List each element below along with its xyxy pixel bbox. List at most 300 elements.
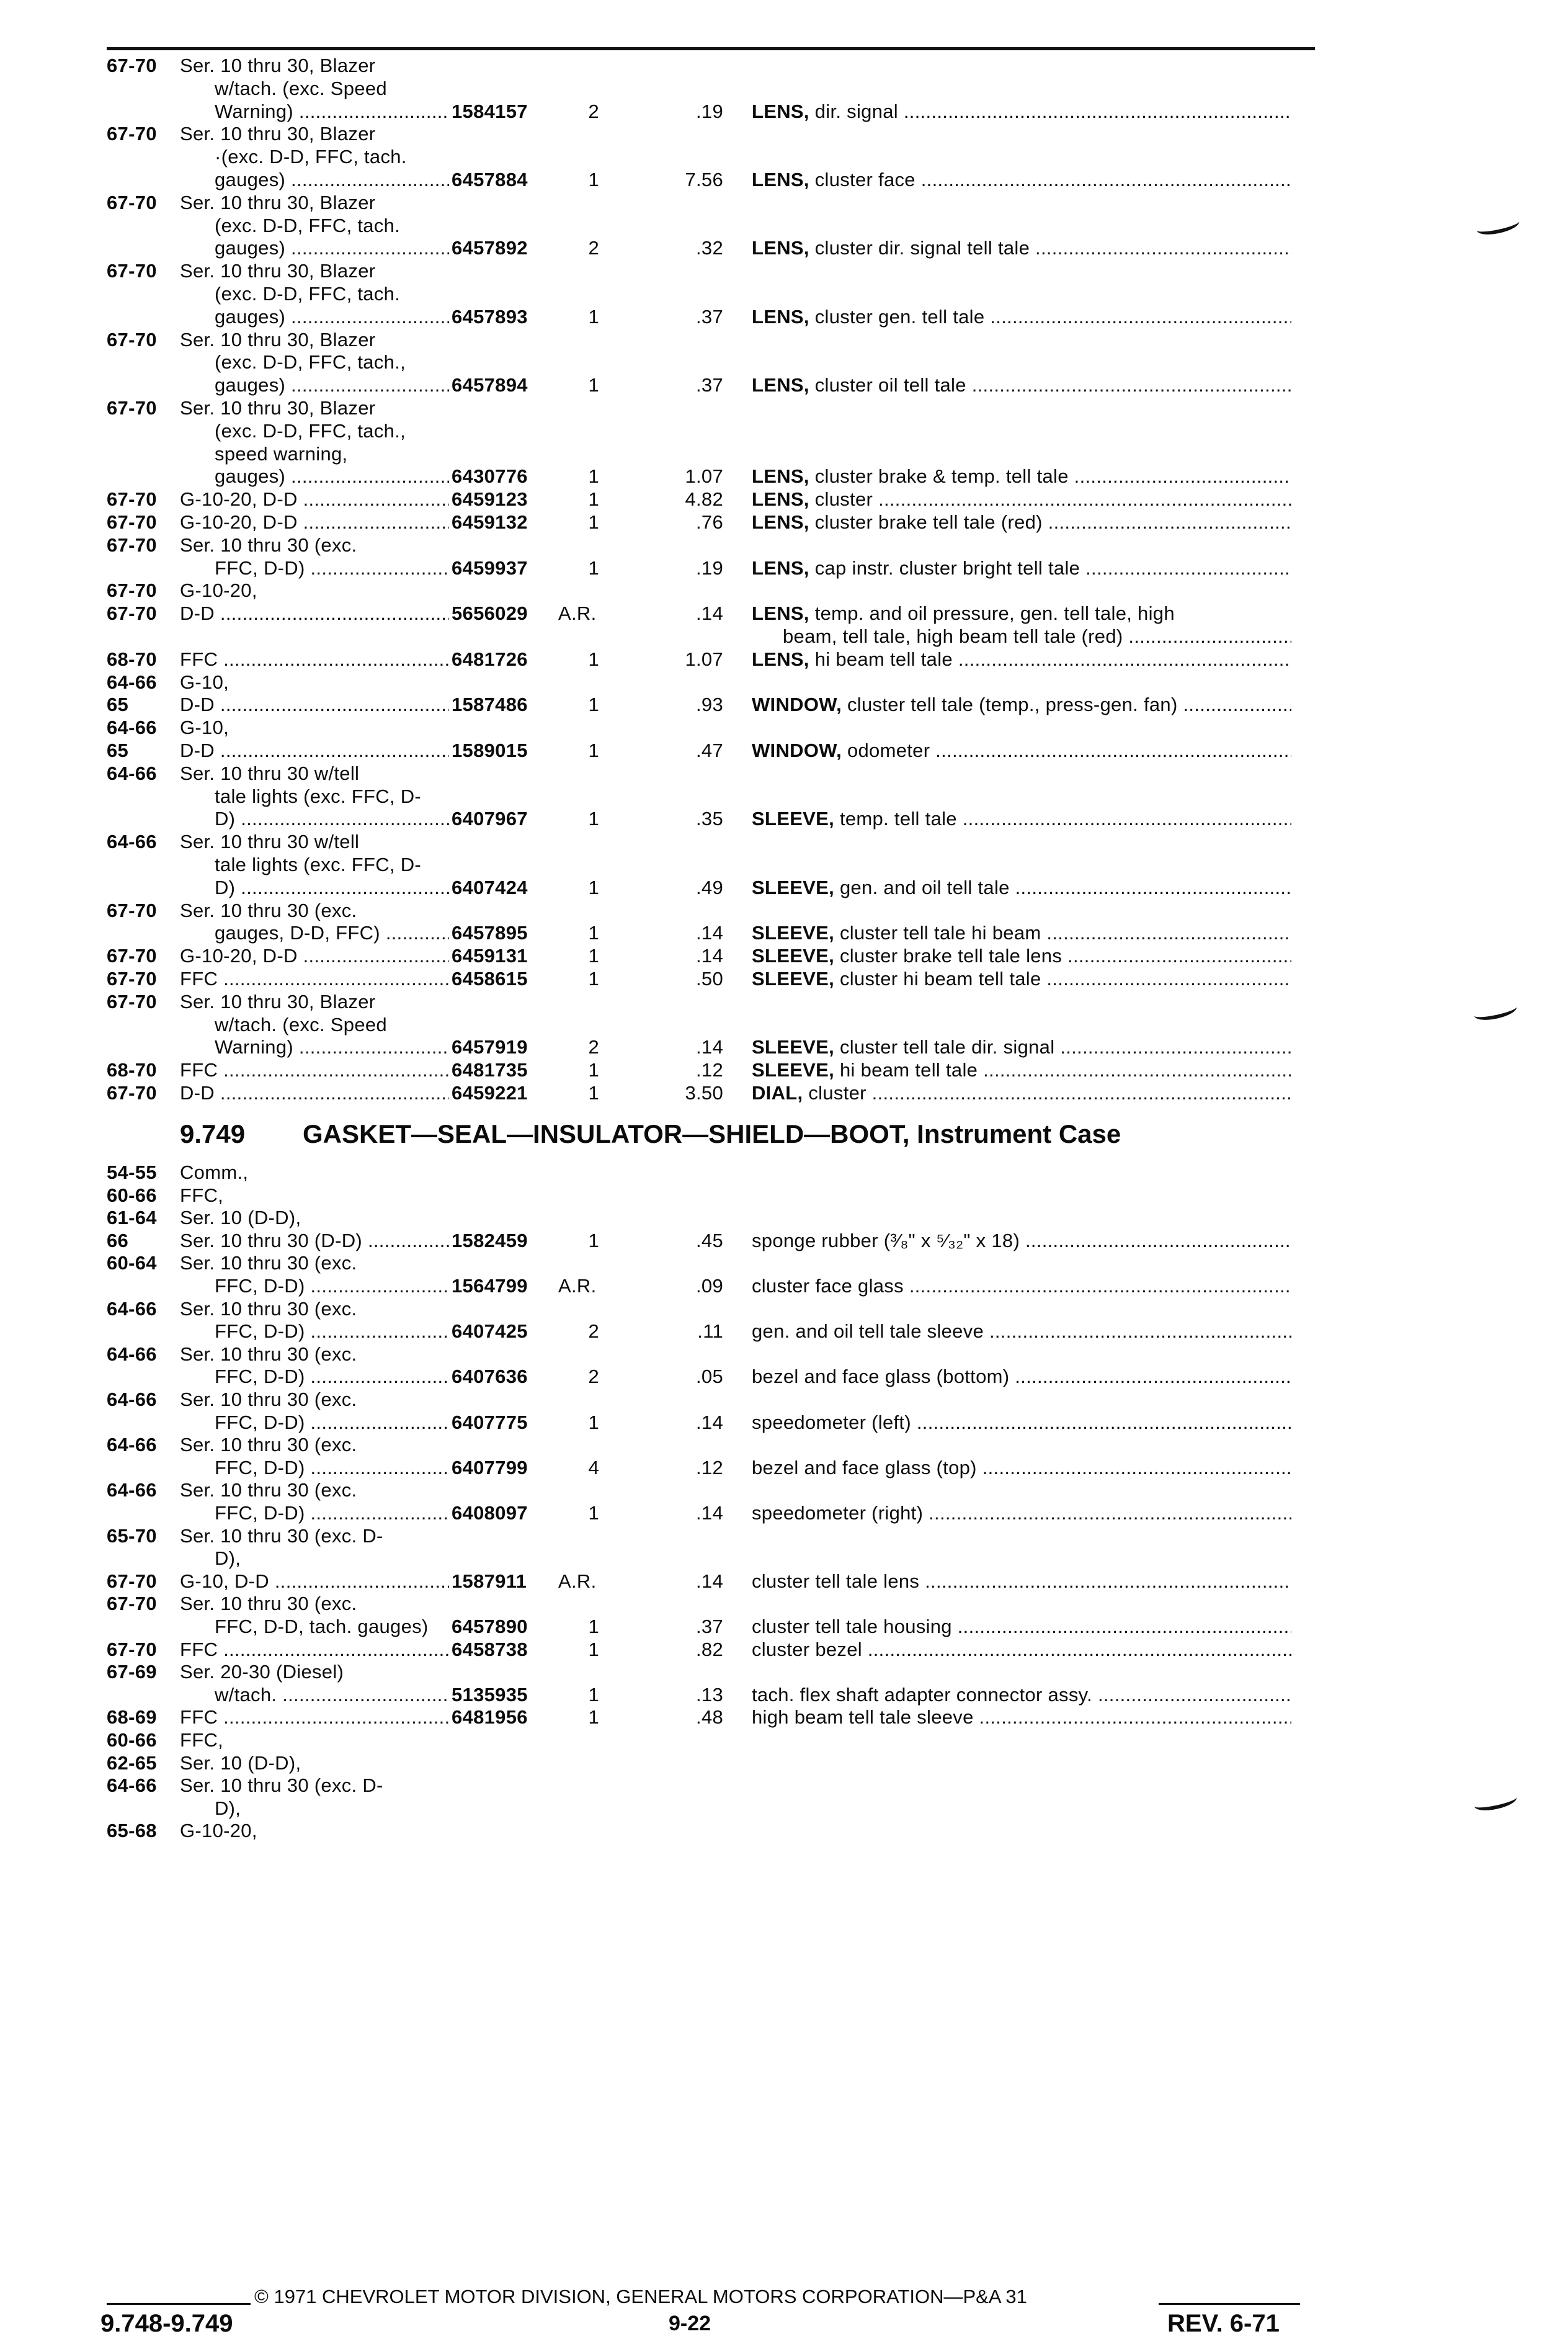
description	[752, 691, 1291, 718]
application: D),	[215, 1547, 241, 1570]
model-year: 67-70	[107, 511, 157, 533]
price: .48	[696, 1706, 723, 1729]
application: Ser. 10 thru 30 (exc.	[180, 534, 357, 556]
application: gauges) .....	[180, 463, 449, 490]
application: FFC,	[180, 1184, 224, 1206]
application: D-D .....	[180, 737, 449, 764]
part-number: 6407967	[452, 808, 528, 830]
description	[752, 303, 1291, 331]
application: tale lights (exc. FFC, D-	[215, 854, 422, 875]
part-number: 6407636	[452, 1366, 528, 1388]
application: G-10-20,	[180, 1820, 257, 1842]
application: G-10,	[180, 717, 229, 739]
part-number: 6459132	[452, 511, 528, 533]
description-text: dir. signal	[814, 100, 898, 122]
part-number: 1582459	[452, 1229, 528, 1251]
application: FFC, D-D) .....	[180, 1272, 449, 1300]
price: 1.07	[685, 465, 723, 488]
quantity: 1	[588, 511, 599, 533]
model-year: 67-69	[107, 1661, 157, 1683]
description-text: gen. and oil tell tale	[839, 876, 1010, 898]
part-number: 6459221	[452, 1082, 528, 1104]
quantity: 1	[588, 488, 599, 511]
application: (exc. D-D, FFC, tach.,	[215, 419, 406, 442]
description-text: cluster dir. signal tell tale	[814, 237, 1030, 259]
description	[752, 1636, 1291, 1663]
price: .37	[696, 374, 723, 396]
quantity: 1	[588, 1683, 599, 1706]
application: G-10-20,	[180, 579, 257, 602]
description-text: hi beam tell tale	[839, 1059, 978, 1081]
application: Comm.,	[180, 1161, 249, 1183]
application: Ser. 10 thru 30 (exc. D-	[180, 1524, 383, 1547]
model-year: 64-66	[107, 717, 157, 739]
description-text: cluster tell tale hi beam	[839, 922, 1041, 944]
model-year: 64-66	[107, 1774, 157, 1797]
price: .76	[696, 511, 723, 533]
description-text: cluster gen. tell tale	[814, 305, 985, 328]
part-number: 6457894	[452, 374, 528, 396]
price: .37	[696, 1616, 723, 1637]
price: .14	[696, 922, 723, 944]
quantity: 1	[588, 305, 599, 328]
application: ·(exc. D-D, FFC, tach.	[215, 146, 407, 168]
price: .14	[696, 1570, 723, 1592]
part-number: 6481956	[452, 1706, 528, 1729]
application: D-D .....	[180, 1080, 449, 1107]
application: gauges) .....	[180, 372, 449, 399]
part-keyword: SLEEVE,	[752, 968, 835, 990]
footer-revision: REV. 6-71	[1167, 2310, 1280, 2337]
quantity: 1	[588, 1638, 599, 1660]
part-number: 6458615	[452, 968, 528, 990]
description-text: cluster face	[814, 169, 915, 190]
description-text: cluster tell tale (temp., press-gen. fan)	[847, 694, 1178, 716]
application: Ser. 10 thru 30 (exc.	[180, 1343, 357, 1365]
application: Ser. 10 thru 30 (D-D) .....	[180, 1227, 449, 1254]
margin-tick-mark	[1472, 1790, 1518, 1814]
section-number: 9.749	[180, 1119, 246, 1148]
quantity: 1	[588, 808, 599, 830]
description	[752, 98, 1291, 125]
description-text: odometer	[847, 740, 930, 761]
application: FFC .....	[180, 1057, 449, 1084]
description-text: gen. and oil tell tale sleeve	[752, 1320, 984, 1343]
price: .12	[696, 1059, 723, 1081]
price: .11	[697, 1320, 723, 1343]
part-keyword: LENS,	[752, 305, 809, 328]
part-number: 1587486	[452, 694, 528, 716]
description	[752, 737, 1291, 764]
application: Ser. 10 thru 30 (exc.	[180, 1297, 357, 1320]
application: Warning) .....	[180, 98, 449, 125]
footer-rule-left	[107, 2303, 251, 2305]
quantity: 2	[588, 100, 599, 122]
price: 7.56	[685, 169, 723, 190]
model-year: 68-69	[107, 1706, 157, 1729]
quantity: 4	[588, 1456, 599, 1478]
application: D-D .....	[180, 691, 449, 718]
part-number: 6459131	[452, 945, 528, 967]
model-year: 64-66	[107, 1479, 157, 1501]
model-year: 64-66	[107, 1434, 157, 1456]
price: 1.07	[685, 648, 723, 670]
part-number: 6459937	[452, 557, 528, 579]
part-keyword: LENS,	[752, 374, 809, 396]
quantity: 1	[588, 1059, 599, 1081]
price: .19	[696, 100, 723, 122]
application: FFC .....	[180, 646, 449, 673]
application: D) .....	[180, 874, 449, 901]
application: (exc. D-D, FFC, tach.	[215, 283, 401, 305]
price: .93	[696, 694, 723, 716]
part-number: 6407799	[452, 1456, 528, 1478]
part-keyword: LENS,	[752, 237, 809, 259]
part-number: 5135935	[452, 1683, 528, 1706]
description-text: cluster tell tale housing	[752, 1616, 952, 1637]
part-keyword: SLEEVE,	[752, 1059, 835, 1081]
footer-section-range: 9.748-9.749	[100, 2310, 233, 2337]
application: Ser. 10 thru 30, Blazer	[180, 990, 376, 1013]
part-number: 6407775	[452, 1411, 528, 1433]
model-year: 62-65	[107, 1751, 157, 1774]
application: Ser. 10 (D-D),	[180, 1207, 301, 1229]
application: Ser. 10 thru 30, Blazer	[180, 123, 376, 145]
quantity: A.R.	[558, 1275, 597, 1297]
quantity: 1	[588, 968, 599, 990]
application: tale lights (exc. FFC, D-	[215, 785, 422, 807]
top-rule	[107, 47, 1315, 50]
description-text: sponge rubber (³⁄₈" x ⁵⁄₃₂" x 18)	[752, 1229, 1020, 1251]
description-text: cluster brake tell tale (red)	[814, 511, 1043, 533]
part-keyword: LENS,	[752, 169, 809, 190]
footer-page-number: 9-22	[669, 2312, 711, 2335]
application: FFC, D-D) .....	[180, 1454, 449, 1482]
application: G-10, D-D .....	[180, 1568, 449, 1595]
application: D),	[215, 1797, 241, 1819]
description	[752, 1568, 1291, 1595]
description-text: temp. tell tale	[839, 808, 957, 830]
application: Ser. 10 thru 30, Blazer	[180, 397, 376, 419]
application: Ser. 10 thru 30 (exc.	[180, 1593, 357, 1615]
application: FFC, D-D) .....	[180, 1318, 449, 1345]
section-title: GASKET—SEAL—INSULATOR—SHIELD—BOOT, Instrument Case	[303, 1119, 1121, 1148]
description-text: cluster	[814, 488, 873, 511]
model-year: 60-66	[107, 1729, 157, 1751]
description-text: cluster brake tell tale lens	[839, 945, 1062, 967]
quantity: A.R.	[558, 602, 597, 625]
application: G-10-20, D-D .....	[180, 509, 449, 536]
model-year: 67-70	[107, 1082, 157, 1104]
application: FFC, D-D) .....	[180, 1409, 449, 1436]
margin-tick-mark	[1475, 214, 1520, 238]
application: Ser. 10 thru 30 w/tell	[180, 831, 360, 853]
description	[752, 555, 1291, 582]
part-keyword: LENS,	[752, 602, 809, 625]
model-year: 64-66	[107, 1389, 157, 1410]
part-number: 6457890	[452, 1616, 528, 1637]
model-year: 67-70	[107, 397, 157, 419]
description	[752, 1227, 1291, 1254]
application: Ser. 20-30 (Diesel)	[180, 1661, 344, 1683]
quantity: 1	[588, 1502, 599, 1524]
description	[752, 1080, 1291, 1107]
application: D) .....	[180, 805, 449, 833]
quantity: 1	[588, 922, 599, 944]
application: gauges) .....	[180, 235, 449, 262]
model-year: 67-70	[107, 488, 157, 511]
application: G-10,	[180, 671, 229, 693]
application: FFC, D-D) .....	[180, 555, 449, 582]
model-year: 67-70	[107, 328, 157, 351]
part-number: 6457892	[452, 237, 528, 259]
part-keyword: LENS,	[752, 488, 809, 511]
application: Ser. 10 thru 30 (exc. D-	[180, 1774, 383, 1797]
model-year: 60-66	[107, 1184, 157, 1206]
application: w/tach. (exc. Speed	[215, 1013, 387, 1035]
description-text: bezel and face glass (top)	[752, 1456, 977, 1478]
description-text: cluster tell tale dir. signal	[839, 1036, 1055, 1058]
description-text: bezel and face glass (bottom)	[752, 1366, 1010, 1388]
quantity: 1	[588, 374, 599, 396]
price: .49	[696, 876, 723, 898]
application: FFC .....	[180, 1704, 449, 1731]
part-number: 6430776	[452, 465, 528, 488]
part-number: 6457893	[452, 305, 528, 328]
description-text: speedometer (left)	[752, 1411, 911, 1433]
application: D-D .....	[180, 600, 449, 627]
application: G-10-20, D-D .....	[180, 942, 449, 970]
part-keyword: LENS,	[752, 100, 809, 122]
price: .19	[696, 557, 723, 579]
part-number: 1564799	[452, 1275, 528, 1297]
part-number: 6457884	[452, 169, 528, 190]
description	[752, 1272, 1291, 1300]
description	[752, 1454, 1291, 1482]
footer-rule-right	[1159, 2303, 1300, 2305]
price: .14	[696, 1502, 723, 1524]
part-number: 6459123	[452, 488, 528, 511]
model-year: 67-70	[107, 990, 157, 1013]
model-year: 67-70	[107, 579, 157, 602]
description-text: high beam tell tale sleeve	[752, 1706, 974, 1729]
description	[752, 509, 1291, 536]
model-year: 67-70	[107, 945, 157, 967]
part-keyword: LENS,	[752, 648, 809, 670]
quantity: 1	[588, 740, 599, 761]
application: Ser. 10 thru 30 (exc.	[180, 899, 357, 921]
application: FFC .....	[180, 1636, 449, 1663]
price: .14	[696, 1411, 723, 1433]
model-year: 67-70	[107, 534, 157, 556]
quantity: 1	[588, 648, 599, 670]
description-text: cluster brake & temp. tell tale	[814, 465, 1069, 488]
application: (exc. D-D, FFC, tach.,	[215, 351, 406, 373]
part-number: 5656029	[452, 602, 528, 625]
description-text: cluster	[808, 1082, 866, 1104]
application: FFC, D-D, tach. gauges)	[215, 1616, 429, 1637]
part-number: 6407425	[452, 1320, 528, 1343]
part-keyword: SLEEVE,	[752, 922, 835, 944]
application: FFC,	[180, 1729, 224, 1751]
model-year: 64-66	[107, 831, 157, 853]
description	[752, 1363, 1291, 1390]
model-year: 67-70	[107, 123, 157, 145]
part-keyword: LENS,	[752, 511, 809, 533]
description	[752, 1500, 1291, 1527]
price: 4.82	[685, 488, 723, 511]
model-year: 67-70	[107, 55, 157, 76]
price: .35	[696, 808, 723, 830]
application: gauges, D-D, FFC) .....	[180, 919, 449, 947]
part-keyword: SLEEVE,	[752, 876, 835, 898]
quantity: 2	[588, 1366, 599, 1388]
quantity: 1	[588, 945, 599, 967]
price: .47	[696, 740, 723, 761]
quantity: 1	[588, 1411, 599, 1433]
description-text: cluster oil tell tale	[814, 374, 966, 396]
part-keyword: LENS,	[752, 557, 809, 579]
model-year: 64-66	[107, 1343, 157, 1365]
part-keyword: SLEEVE,	[752, 808, 835, 830]
part-number: 6408097	[452, 1502, 528, 1524]
description	[752, 1318, 1291, 1345]
application: Ser. 10 thru 30 (exc.	[180, 1389, 357, 1410]
description-text: cap instr. cluster bright tell tale	[814, 557, 1080, 579]
description-text: beam, tell tale, high beam tell tale (red)	[783, 625, 1123, 647]
model-year: 67-70	[107, 191, 157, 213]
application: gauges) .....	[180, 166, 449, 194]
price: .12	[696, 1456, 723, 1478]
description-text: cluster hi beam tell tale	[839, 968, 1041, 990]
model-year: 67-70	[107, 1638, 157, 1660]
description-text: cluster face glass	[752, 1275, 904, 1297]
part-keyword: WINDOW,	[752, 740, 842, 761]
model-year: 67-70	[107, 968, 157, 990]
model-year: 67-70	[107, 602, 157, 625]
application: Ser. 10 thru 30, Blazer	[180, 55, 376, 76]
part-number: 1584157	[452, 100, 528, 122]
application: (exc. D-D, FFC, tach.	[215, 214, 401, 236]
quantity: 1	[588, 1706, 599, 1729]
quantity: 2	[588, 237, 599, 259]
model-year: 68-70	[107, 648, 157, 670]
price: .09	[696, 1275, 723, 1297]
application: Ser. 10 thru 30 w/tell	[180, 762, 360, 784]
part-keyword: WINDOW,	[752, 694, 842, 716]
quantity: 1	[588, 557, 599, 579]
footer-copyright: © 1971 CHEVROLET MOTOR DIVISION, GENERAL MOTORS CORPORATION—P&A 31	[254, 2286, 1027, 2307]
description	[752, 1704, 1291, 1731]
quantity: 1	[588, 694, 599, 716]
application: FFC, D-D) .....	[180, 1500, 449, 1527]
application: speed warning,	[215, 442, 348, 465]
quantity: 1	[588, 1229, 599, 1251]
quantity: 1	[588, 1082, 599, 1104]
application: FFC, D-D) .....	[180, 1363, 449, 1390]
description-text: hi beam tell tale	[814, 648, 953, 670]
part-number: 6481726	[452, 648, 528, 670]
price: .14	[696, 945, 723, 967]
application: Warning) .....	[180, 1034, 449, 1061]
application: Ser. 10 thru 30, Blazer	[180, 260, 376, 282]
price: .50	[696, 968, 723, 990]
application: FFC .....	[180, 965, 449, 993]
model-year: 65-70	[107, 1524, 157, 1547]
description-text: temp. and oil pressure, gen. tell tale, high	[814, 602, 1175, 625]
description-text: tach. flex shaft adapter connector assy.	[752, 1683, 1093, 1706]
description-text: cluster tell tale lens	[752, 1570, 920, 1592]
model-year: 60-64	[107, 1252, 157, 1274]
model-year: 65	[107, 694, 129, 716]
application: Ser. 10 thru 30, Blazer	[180, 191, 376, 213]
description	[752, 1409, 1291, 1436]
margin-tick-mark	[1472, 1000, 1518, 1023]
model-year: 65	[107, 740, 129, 761]
description-text: speedometer (right)	[752, 1502, 924, 1524]
model-year: 68-70	[107, 1059, 157, 1081]
price: .82	[696, 1638, 723, 1660]
quantity: A.R.	[558, 1570, 597, 1592]
model-year: 67-70	[107, 1593, 157, 1615]
quantity: 1	[588, 1616, 599, 1637]
model-year: 67-70	[107, 260, 157, 282]
price: .05	[696, 1366, 723, 1388]
model-year: 64-66	[107, 1297, 157, 1320]
part-keyword: SLEEVE,	[752, 945, 835, 967]
part-keyword: SLEEVE,	[752, 1036, 835, 1058]
application: w/tach. (exc. Speed	[215, 77, 387, 99]
application: gauges) .....	[180, 303, 449, 331]
part-number: 6481735	[452, 1059, 528, 1081]
quantity: 2	[588, 1036, 599, 1058]
quantity: 1	[588, 876, 599, 898]
application: G-10-20, D-D .....	[180, 486, 449, 513]
part-number: 6457919	[452, 1036, 528, 1058]
application: Ser. 10 thru 30 (exc.	[180, 1434, 357, 1456]
description	[752, 874, 1291, 901]
price: .32	[696, 237, 723, 259]
description	[752, 805, 1291, 833]
part-number: 6457895	[452, 922, 528, 944]
price: .14	[696, 1036, 723, 1058]
price: .13	[696, 1683, 723, 1706]
application: w/tach. .....	[180, 1681, 449, 1709]
description-text: cluster bezel	[752, 1638, 862, 1660]
application: Ser. 10 (D-D),	[180, 1751, 301, 1774]
model-year: 66	[107, 1229, 129, 1251]
quantity: 2	[588, 1320, 599, 1343]
description	[752, 965, 1291, 993]
part-number: 6407424	[452, 876, 528, 898]
model-year: 64-66	[107, 762, 157, 784]
model-year: 61-64	[107, 1207, 157, 1229]
description	[752, 235, 1291, 262]
quantity: 1	[588, 465, 599, 488]
application: Ser. 10 thru 30 (exc.	[180, 1252, 357, 1274]
model-year: 67-70	[107, 1570, 157, 1592]
application: Ser. 10 thru 30, Blazer	[180, 328, 376, 351]
description	[752, 646, 1291, 673]
model-year: 65-68	[107, 1820, 157, 1842]
price: 3.50	[685, 1082, 723, 1104]
quantity: 1	[588, 169, 599, 190]
model-year: 54-55	[107, 1161, 157, 1183]
price: .37	[696, 305, 723, 328]
application: Ser. 10 thru 30 (exc.	[180, 1479, 357, 1501]
part-number: 1587911	[452, 1570, 527, 1592]
description	[752, 166, 1291, 194]
